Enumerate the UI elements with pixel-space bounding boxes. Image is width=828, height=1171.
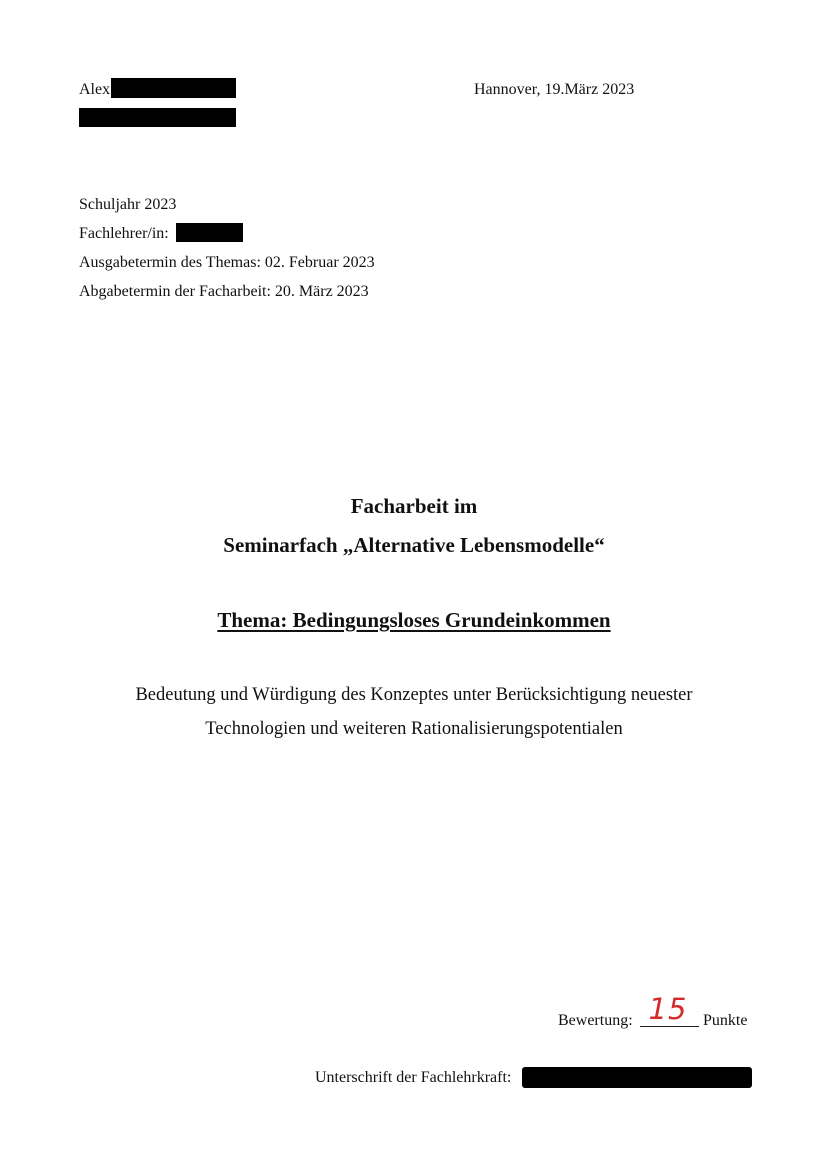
teacher-label: Fachlehrer/in:	[79, 225, 169, 242]
teacher-name-redaction	[176, 223, 243, 242]
signature-redaction	[522, 1067, 752, 1088]
title-line-2: Seminarfach „Alternative Lebensmodelle“	[223, 533, 605, 557]
author-surname-redaction	[111, 78, 236, 98]
school-year: Schuljahr 2023	[79, 196, 177, 213]
author-address-redaction	[79, 108, 236, 127]
grading-value-handwritten: 15	[648, 992, 688, 1026]
title-line-1: Facharbeit im	[350, 494, 478, 518]
place-date: Hannover, 19.März 2023	[474, 81, 635, 98]
signature-label: Unterschrift der Fachlehrkraft:	[315, 1069, 512, 1086]
grading-label: Bewertung:	[558, 1012, 633, 1029]
grading-unit: Punkte	[703, 1012, 748, 1029]
topic-heading: Thema: Bedingungsloses Grundeinkommen	[217, 608, 611, 632]
subtitle-line-2: Technologien und weiteren Rationalisierungspotentialen	[205, 719, 623, 739]
grading-blank-line	[640, 1026, 699, 1027]
due-date: Abgabetermin der Facharbeit: 20. März 2023	[79, 283, 369, 300]
topic-heading-wrapper	[0, 607, 828, 633]
subtitle-line-1: Bedeutung und Würdigung des Konzeptes unter Berücksichtigung neuester	[135, 685, 693, 705]
author-name: Alex	[79, 81, 111, 98]
issue-date: Ausgabetermin des Themas: 02. Februar 2023	[79, 254, 375, 271]
